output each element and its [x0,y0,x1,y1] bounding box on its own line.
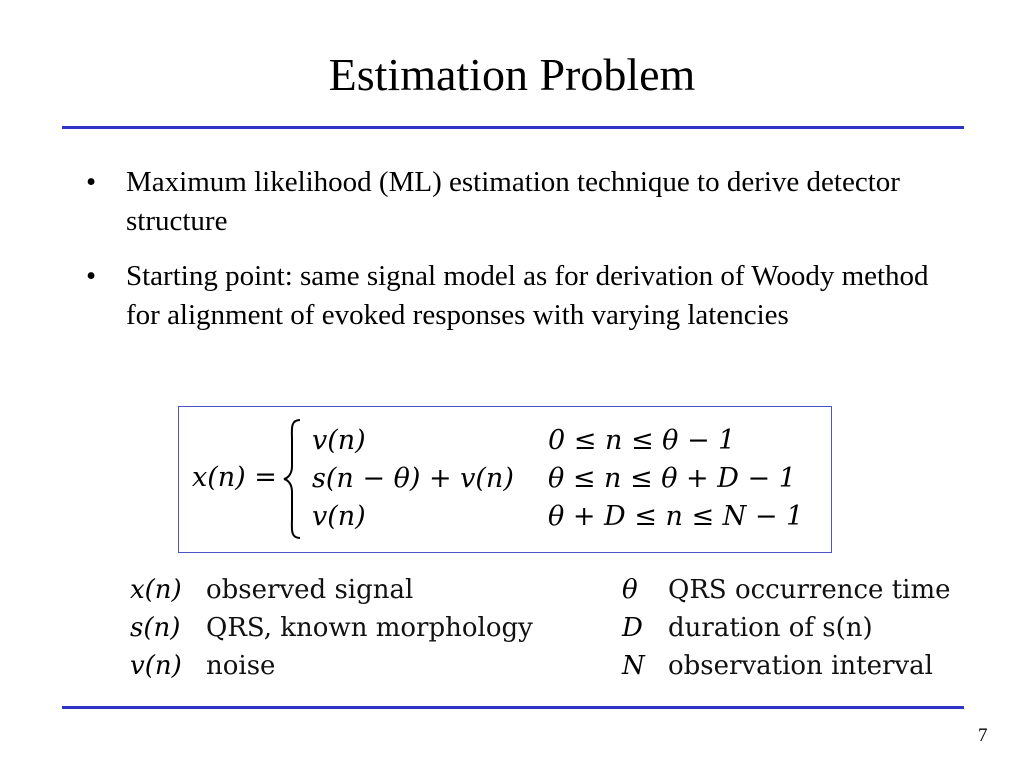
case-condition: θ + D ≤ n ≤ N − 1 [548,501,804,532]
slide-title: Estimation Problem [328,49,696,100]
bullet-dot-icon: • [86,260,97,292]
legend-symbol: v(n) [130,651,182,681]
legend-description: observed signal [206,575,414,605]
case-condition: 0 ≤ n ≤ θ − 1 [548,425,736,456]
page-number: 7 [978,725,988,746]
case-expression: s(n − θ) + v(n) [312,463,514,494]
legend-symbol: D [622,613,643,643]
title-divider [62,126,964,129]
legend-symbol: s(n) [130,613,181,643]
equation-lhs: x(n) = [192,462,277,493]
bullet-item [78,163,958,241]
legend-description: observation interval [668,651,933,681]
legend-symbol: θ [622,575,638,605]
legend-symbol: N [622,651,645,681]
legend-symbol: x(n) [130,575,182,605]
bullet-text: Starting point: same signal model as for derivation of Woody method for alignment of evoked responses with varying latencies [126,260,929,331]
bullet-dot-icon: • [86,166,97,198]
bullet-item [78,257,958,335]
left-brace-icon [282,418,304,540]
legend-description: duration of s(n) [668,613,873,643]
case-expression: v(n) [312,425,366,456]
legend-description: QRS occurrence time [668,575,951,605]
bullet-list [78,163,958,351]
case-expression: v(n) [312,501,366,532]
legend-description: QRS, known morphology [206,613,533,643]
case-condition: θ ≤ n ≤ θ + D − 1 [548,463,796,494]
legend-description: noise [206,651,276,681]
footer-divider [62,706,964,709]
bullet-text: Maximum likelihood (ML) estimation technique to derive detector structure [126,166,900,237]
